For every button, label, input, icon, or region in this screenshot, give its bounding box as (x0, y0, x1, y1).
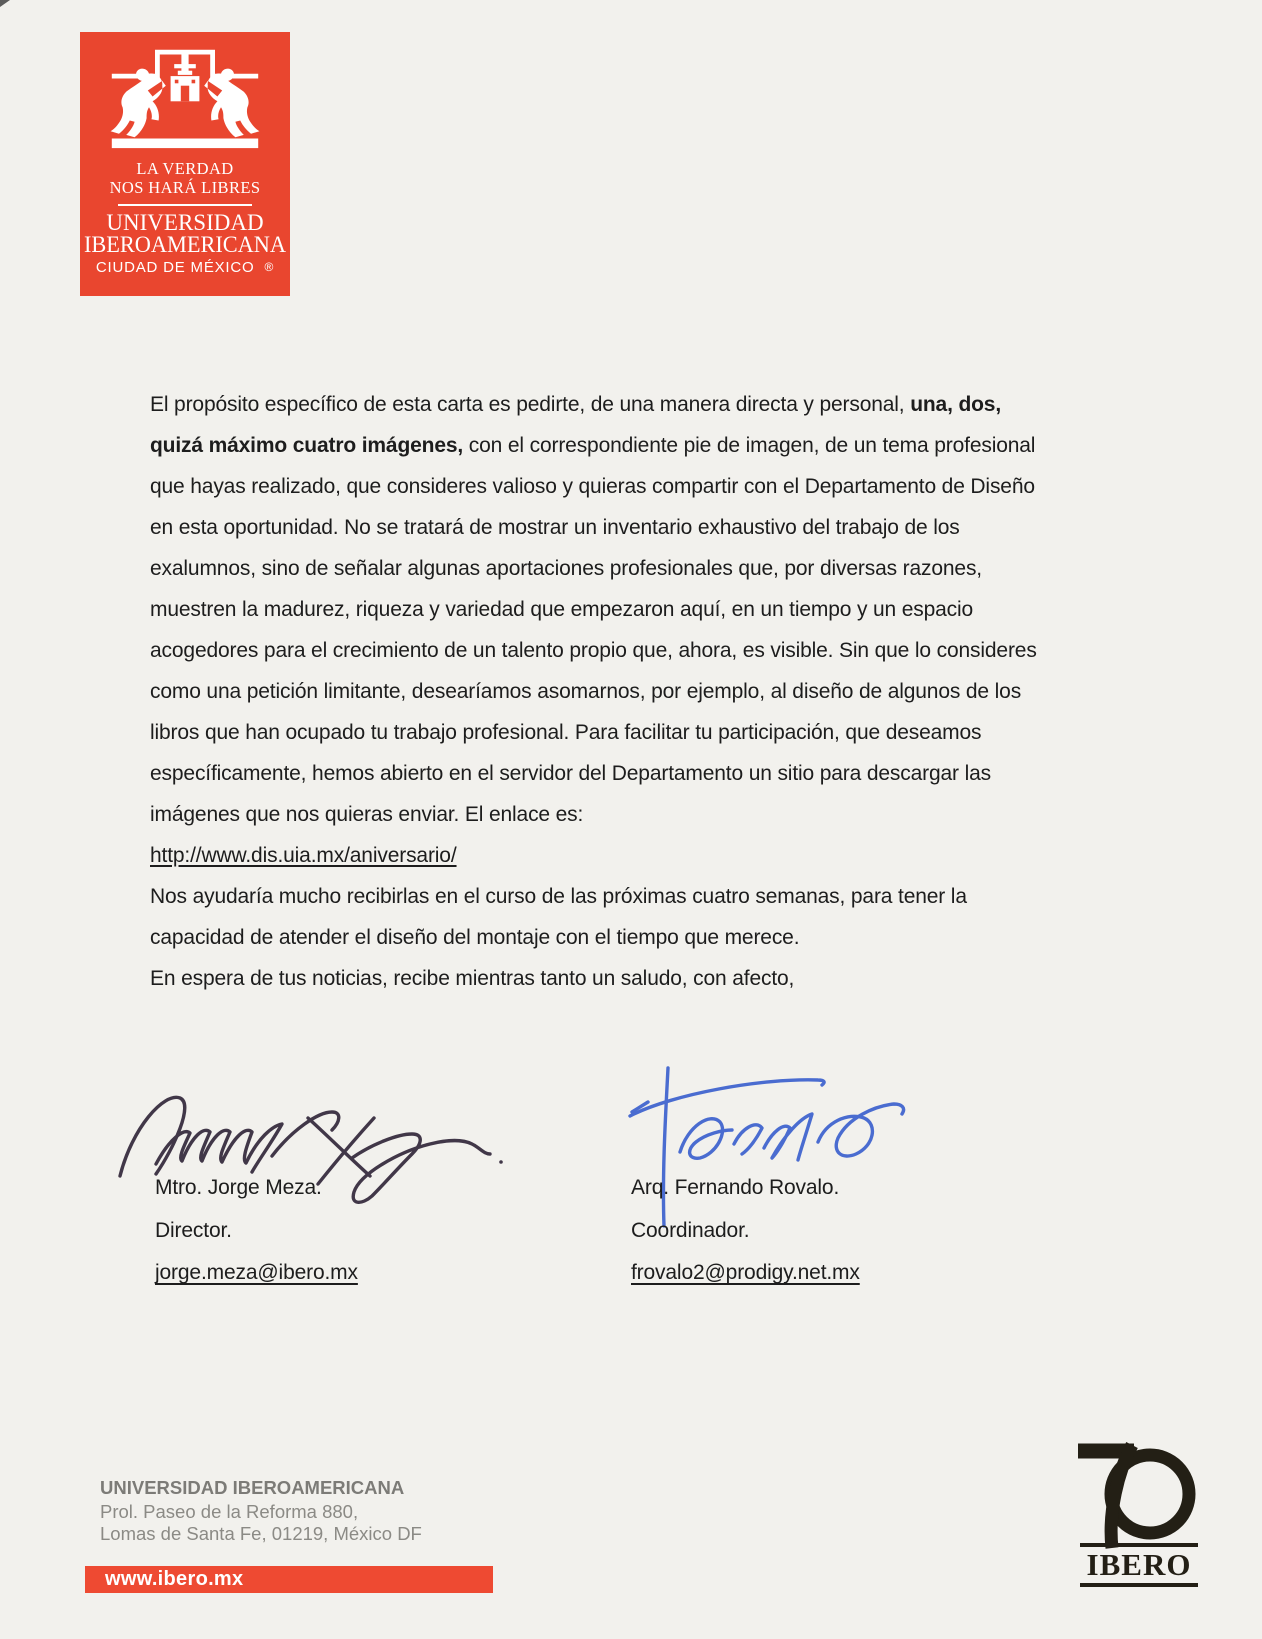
footer-address-block (100, 1477, 422, 1546)
logo-city-text: CIUDAD DE MÉXICO (95, 259, 255, 276)
university-crest-icon (95, 40, 275, 153)
signer-left-email-link[interactable]: jorge.meza@ibero.mx (155, 1261, 358, 1284)
logo-city-line (80, 259, 290, 276)
ibero-wordmark: IBERO (1080, 1543, 1198, 1587)
logo-university-name (80, 212, 290, 255)
signer-right-email-link[interactable]: frovalo2@prodigy.net.mx (631, 1261, 860, 1284)
paragraph-1-bold-phrase: una, dos, quizá máximo cuatro imágenes, (150, 393, 1002, 457)
letter-paragraph-1 (150, 384, 1042, 835)
signer-right-title: Coordinador. (631, 1219, 750, 1242)
signer-left-title: Director. (155, 1219, 232, 1242)
letter-link-line (150, 835, 1042, 876)
logo-name-line-1: UNIVERSIDAD (106, 210, 264, 235)
signer-left-name: Mtro. Jorge Meza. (155, 1176, 322, 1199)
footer-website-bar (85, 1566, 493, 1593)
signer-right-name: Arq. Fernando Rovalo. (631, 1176, 840, 1199)
footer-org-name: UNIVERSIDAD IBEROAMERICANA (100, 1477, 405, 1498)
logo-motto-line-2: NOS HARÁ LIBRES (109, 178, 261, 197)
paragraph-1-lead: El propósito específico de esta carta es pedirte, de una manera directa y personal, (150, 393, 911, 416)
letter-body (150, 384, 1042, 999)
logo-motto (80, 159, 290, 197)
download-site-link[interactable]: http://www.dis.uia.mx/aniversario/ (150, 844, 457, 867)
footer-website-text: www.ibero.mx (105, 1568, 244, 1590)
footer-address-line-1: Prol. Paseo de la Reforma 880, (100, 1500, 359, 1522)
scan-corner-artifact (0, 0, 10, 7)
logo-divider-rule (118, 204, 252, 206)
paragraph-1-rest: con el correspondiente pie de imagen, de un tema profesional que hayas realizado, que consideres valioso y quieras compartir con el Departamento de Diseño en esta oportunidad. No se tratará de mostrar un inventario exhaustivo del trabajo de los exalumnos, sino de señalar algunas aportaciones profesionales que, por diversas razones, muestren la madurez, riqueza y variedad que empezaron aquí, en un tiempo y un espacio acogedores para el crecimiento de un talento propio que, ahora, es visible. Sin que lo consideres como una petición limitante, desearíamos asomarnos, por ejemplo, al diseño de algunos de los libros que han ocupado tu trabajo profesional. Para facilitar tu participación, que deseamos específicamente, hemos abierto en el servidor del Departamento un sitio para descargar las imágenes que nos quieras enviar. El enlace es: (150, 434, 1037, 826)
letter-paragraph-2: Nos ayudaría mucho recibirlas en el curso de las próximas cuatro semanas, para tener la capacidad de atender el diseño del montaje con el tiempo que merece. (150, 885, 967, 949)
registered-trademark-icon: ® (264, 260, 275, 274)
ibero-70th-anniversary-icon (1078, 1436, 1208, 1554)
logo-name-line-2: IBEROAMERICANA (83, 231, 287, 257)
footer-address-line-2: Lomas de Santa Fe, 01219, México DF (100, 1523, 422, 1544)
signature-fernando-rovalo (622, 1060, 932, 1235)
letter-paragraph-3: En espera de tus noticias, recibe mientras tanto un saludo, con afecto, (150, 967, 795, 990)
university-logo-box (80, 32, 290, 296)
logo-motto-line-1: LA VERDAD (136, 159, 234, 178)
